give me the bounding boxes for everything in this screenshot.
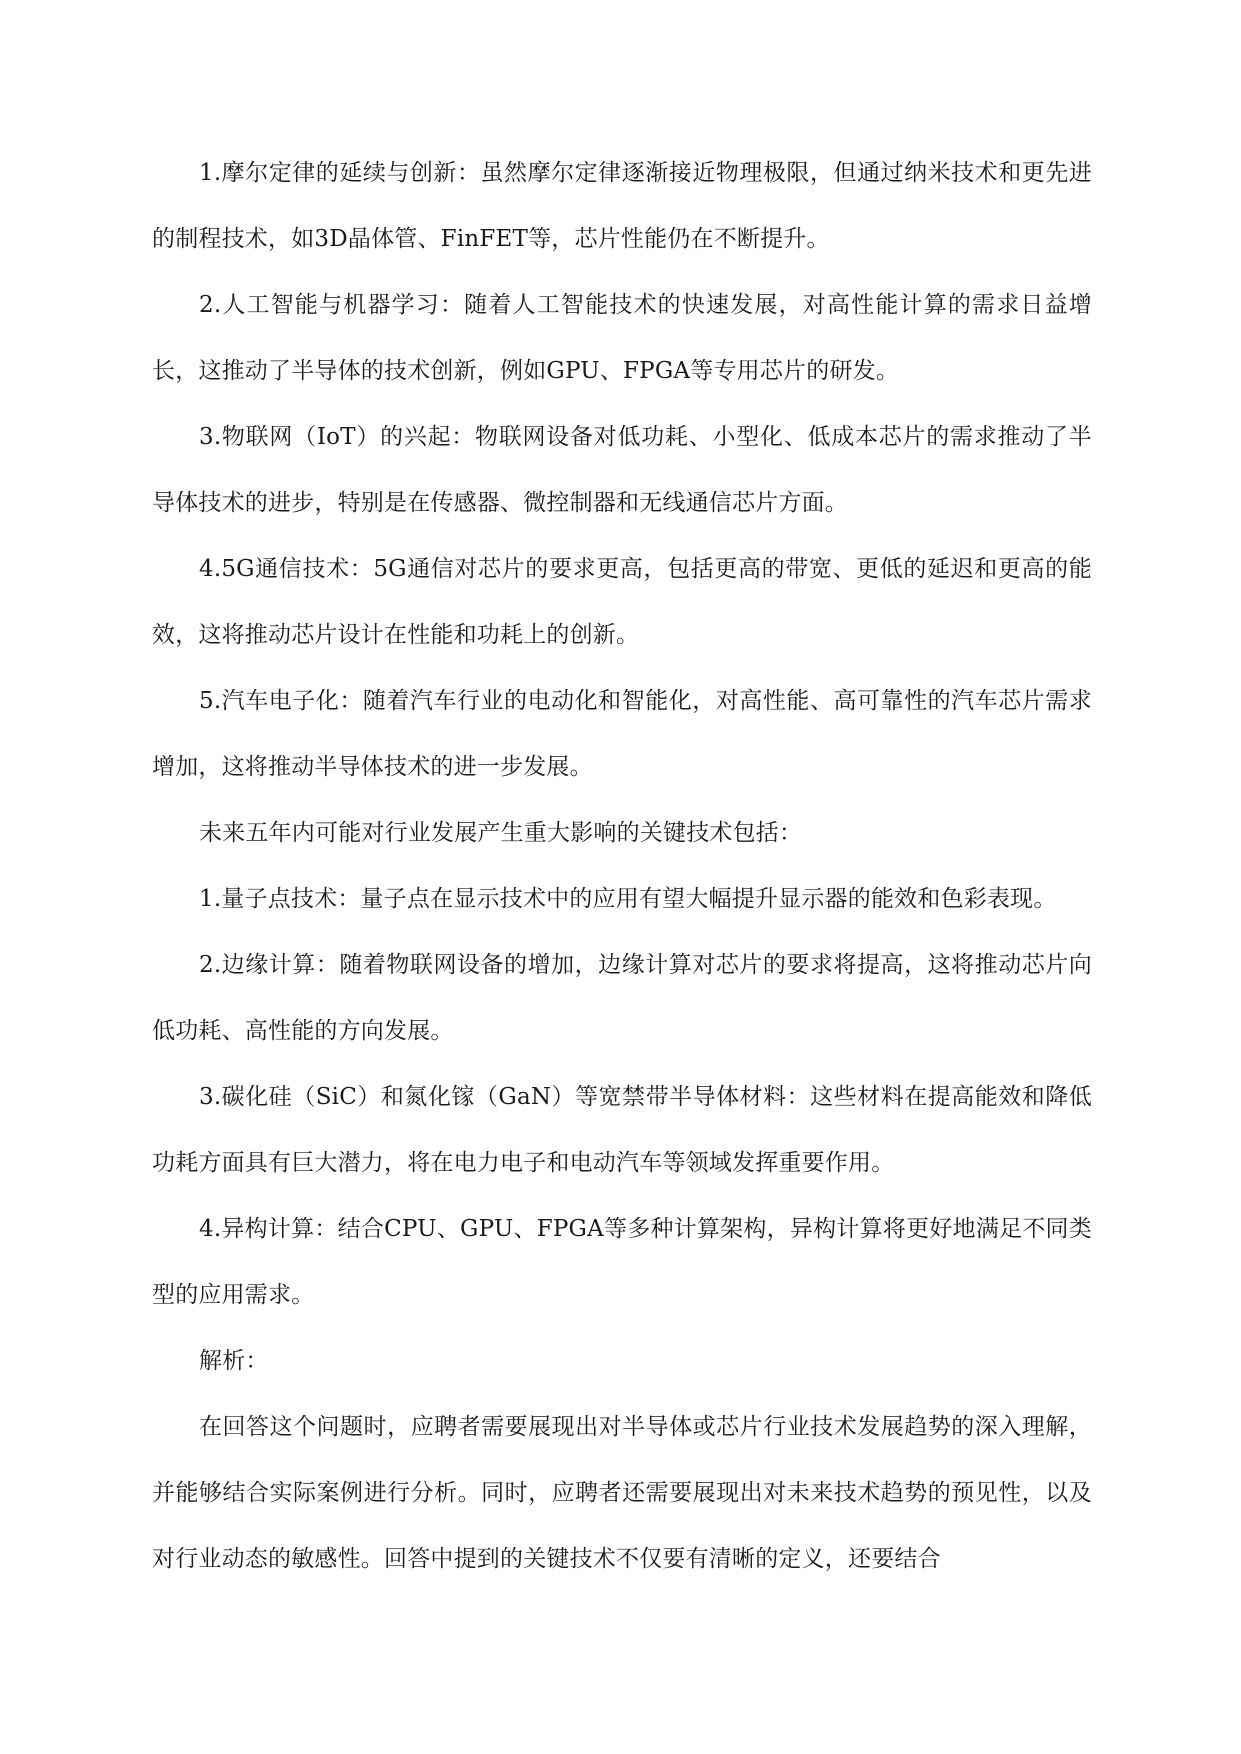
paragraph-5g: 4.5G通信技术：5G通信对芯片的要求更高，包括更高的带宽、更低的延迟和更高的能效，这将推动芯片设计在性能和功耗上的创新。: [152, 556, 1092, 648]
document-body: [152, 140, 1092, 1592]
paragraph-key-tech-intro: 未来五年内可能对行业发展产生重大影响的关键技术包括：: [199, 820, 803, 846]
paragraph-iot: 3.物联网（IoT）的兴起：物联网设备对低功耗、小型化、低成本芯片的需求推动了半导体技术的进步，特别是在传感器、微控制器和无线通信芯片方面。: [152, 424, 1092, 516]
paragraph-edge-computing: 2.边缘计算：随着物联网设备的增加，边缘计算对芯片的要求将提高，这将推动芯片向低功耗、高性能的方向发展。: [152, 952, 1092, 1044]
paragraph-wide-bandgap: 3.碳化硅（SiC）和氮化镓（GaN）等宽禁带半导体材料：这些材料在提高能效和降低功耗方面具有巨大潜力，将在电力电子和电动汽车等领域发挥重要作用。: [152, 1084, 1092, 1176]
paragraph-moore-law: 1.摩尔定律的延续与创新：虽然摩尔定律逐渐接近物理极限，但通过纳米技术和更先进的制程技术，如3D晶体管、FinFET等，芯片性能仍在不断提升。: [152, 160, 1092, 252]
paragraph-heterogeneous: 4.异构计算：结合CPU、GPU、FPGA等多种计算架构，异构计算将更好地满足不同类型的应用需求。: [152, 1216, 1092, 1308]
paragraph-analysis-heading: 解析：: [199, 1348, 269, 1374]
paragraph-ai-ml: 2.人工智能与机器学习：随着人工智能技术的快速发展，对高性能计算的需求日益增长，这推动了半导体的技术创新，例如GPU、FPGA等专用芯片的研发。: [152, 292, 1092, 384]
paragraph-automotive: 5.汽车电子化：随着汽车行业的电动化和智能化，对高性能、高可靠性的汽车芯片需求增加，这将推动半导体技术的进一步发展。: [152, 688, 1092, 780]
paragraph-analysis-body: 在回答这个问题时，应聘者需要展现出对半导体或芯片行业技术发展趋势的深入理解，并能够结合实际案例进行分析。同时，应聘者还需要展现出对未来技术趋势的预见性，以及对行业动态的敏感性。回答中提到的关键技术不仅要有清晰的定义，还要结合: [152, 1414, 1092, 1572]
paragraph-quantum-dot: 1.量子点技术：量子点在显示技术中的应用有望大幅提升显示器的能效和色彩表现。: [199, 886, 1057, 912]
